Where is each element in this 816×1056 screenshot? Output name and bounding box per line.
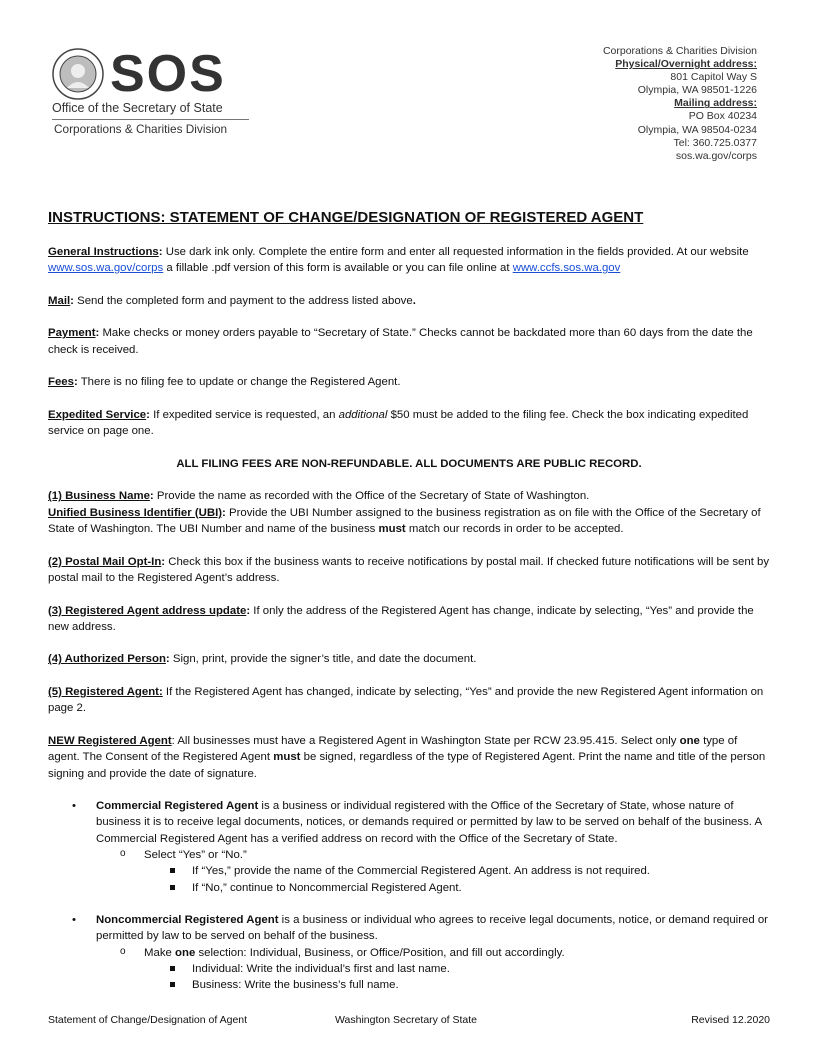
ubi-instructions: Unified Business Identifier (UBI): Provide the UBI Number assigned to the business registration as on file with the Office of the Secretary of State of Washington. The UBI Number and name of the business must match our records in order to be accepted. [48, 506, 761, 536]
list-item: Individual: Write the individual’s first and last name. [192, 961, 770, 977]
new-ra-instructions: NEW Registered Agent: All businesses must have a Registered Agent in Washington State per RCW 23.95.415. Select only one type of agent. The Consent of the Registered Agent must be signed, regardless of the type of Registered Agent. Print the name and title of the person signing and provide the date of signature. [48, 734, 766, 780]
sos-logo [52, 45, 257, 140]
logo-office-name: Office of the Secretary of State [52, 101, 223, 115]
postal-optin-instructions: (2) Postal Mail Opt-In: Check this box if the business wants to receive notifications by postal mail. If checked future notifications will be sent by postal mail to the Registered Agent’s address. [48, 555, 770, 584]
list-item: • Commercial Registered Agent is a business or individual registered with the Office of the Secretary of State, whose nature of business it is to receive legal documents, notices, or demands required or permitted by law to be served on behalf of the business. A Commercial Registered Agent has a verified address on record with the Office of the Secretary of State. o Select “Yes” or “No.” If “Yes,” provide the name of the Commercial Registered Agent. An address is not required. If “No,” continue to Noncommercial Registered Agent. [96, 798, 770, 896]
mailing-address-line2: Olympia, WA 98504-0234 [637, 123, 757, 136]
fees-notice: ALL FILING FEES ARE NON-REFUNDABLE. ALL DOCUMENTS ARE PUBLIC RECORD. [176, 457, 642, 470]
list-item: Business: Write the business’s full name. [192, 977, 770, 993]
ra-address-instructions: (3) Registered Agent address update: If only the address of the Registered Agent has change, indicate by selecting, “Yes” and provide the new address. [48, 604, 754, 633]
physical-address-line2: Olympia, WA 98501-1226 [637, 84, 757, 97]
mail-instructions: Mail: Send the completed form and payment to the address listed above. [48, 294, 416, 307]
authorized-person-instructions: (4) Authorized Person: Sign, print, provide the signer’s title, and date the document. [48, 653, 477, 666]
list-item: • Noncommercial Registered Agent is a business or individual who agrees to receive legal documents, notice, or demand required or permitted by law to be served on behalf of the business. o Make one selection: Individual, Business, or Office/Position, and fill out accordingly. Individual: Write the individual’s first and last name. Business: Write the business’s full name. [96, 912, 770, 993]
list-item: If “Yes,” provide the name of the Commercial Registered Agent. An address is not required. [192, 863, 770, 879]
state-seal-icon [52, 48, 104, 100]
business-name-instructions: (1) Business Name: Provide the name as recorded with the Office of the Secretary of State of Washington. [48, 490, 590, 503]
logo-divider [52, 119, 249, 120]
list-item: o Select “Yes” or “No.” If “Yes,” provide the name of the Commercial Registered Agent. An address is not required. If “No,” continue to Noncommercial Registered Agent. [144, 847, 770, 896]
telephone: Tel: 360.725.0377 [673, 136, 757, 149]
physical-address-label: Physical/Overnight address: [615, 58, 757, 71]
ccfs-website-link[interactable]: www.ccfs.sos.wa.gov [512, 262, 621, 275]
mailing-address-line1: PO Box 40234 [688, 110, 757, 123]
list-item: If “No,” continue to Noncommercial Registered Agent. [192, 880, 770, 896]
registered-agent-instructions: (5) Registered Agent: If the Registered Agent has changed, indicate by selecting, “Yes” and provide the new Registered Agent information on page 2. [48, 686, 764, 715]
logo-division-name: Corporations & Charities Division [54, 122, 228, 136]
page-footer [48, 1014, 770, 1028]
sos-wordmark: SOS [110, 45, 226, 103]
physical-address-line1: 801 Capitol Way S [670, 71, 757, 84]
division-name: Corporations & Charities Division [602, 45, 757, 57]
general-instructions: General Instructions: Use dark ink only. Complete the entire form and enter all requested information in the fields provided. At our website www.sos.wa.gov/corps a fillable .pdf version of this form is available or you can file online at www.ccfs.sos.wa.gov [48, 246, 749, 275]
list-item: o Make one selection: Individual, Business, or Office/Position, and fill out accordingly. Individual: Write the individual’s first and last name. Business: Write the business’s full name. [144, 945, 770, 994]
expedited-instructions: Expedited Service: If expedited service is requested, an additional $50 must be added to the filing fee. Check the box indicating expedited service on page one. [48, 408, 749, 438]
address-block [603, 45, 757, 163]
agent-types-list [48, 798, 770, 994]
footer-agency: Washington Secretary of State [335, 1014, 478, 1026]
payment-instructions: Payment: Make checks or money orders payable to “Secretary of State.” Checks cannot be backdated more than 60 days from the date the check is received. [48, 327, 753, 356]
page-title: INSTRUCTIONS: STATEMENT OF CHANGE/DESIGNATION OF REGISTERED AGENT [48, 209, 644, 226]
footer-form-name: Statement of Change/Designation of Agent [48, 1014, 248, 1026]
website: sos.wa.gov/corps [675, 149, 757, 162]
sos-website-link[interactable]: www.sos.wa.gov/corps [48, 262, 164, 275]
instructions-body [48, 244, 770, 994]
fees-instructions: Fees: There is no filing fee to update or change the Registered Agent. [48, 376, 401, 389]
mailing-address-label: Mailing address: [674, 97, 757, 110]
footer-revision: Revised 12.2020 [691, 1014, 770, 1026]
